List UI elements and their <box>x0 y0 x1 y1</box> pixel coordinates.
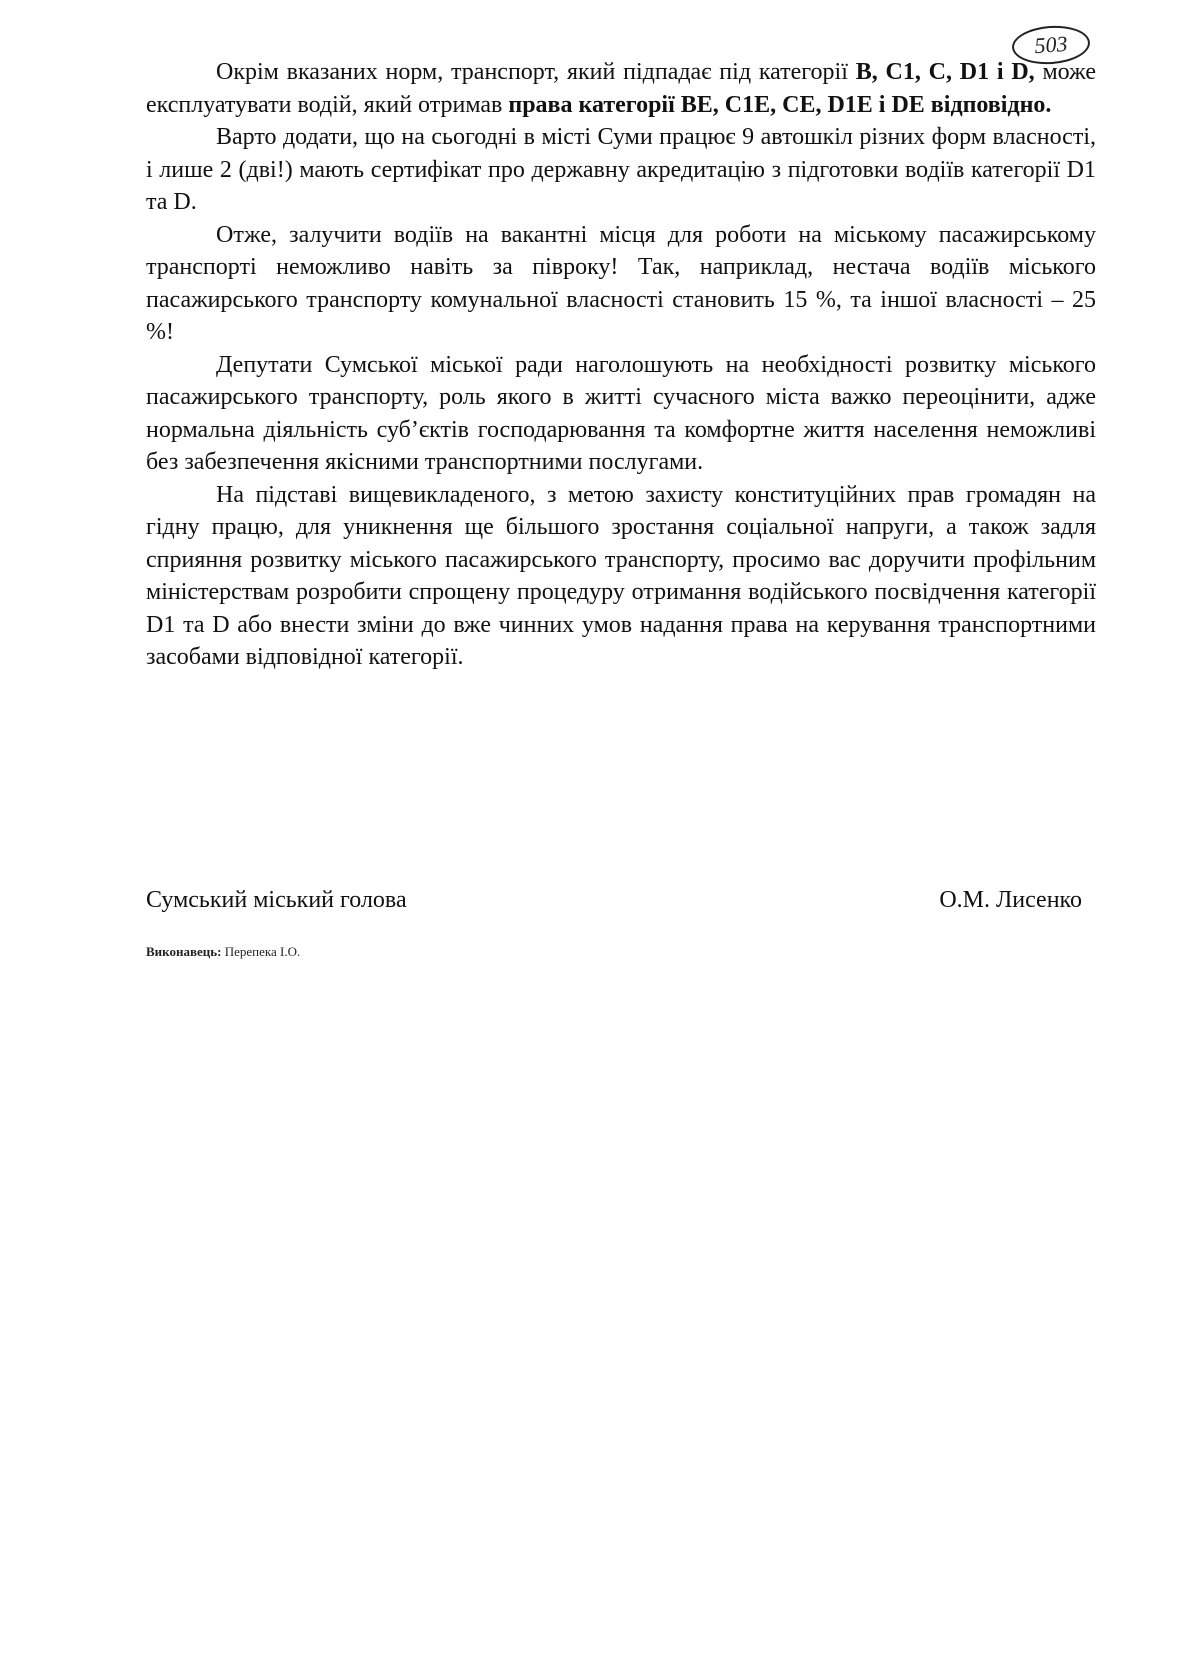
paragraph <box>146 56 1096 121</box>
executor-label: Виконавець: <box>146 944 222 959</box>
executor-name: Перепека І.О. <box>224 944 301 959</box>
letter-body <box>146 56 1096 674</box>
signatory-name: О.М. Лисенко <box>939 887 1082 913</box>
paragraph-text: Варто додати, що на сьогодні в місті Суми працює 9 автошкіл різних форм власності, і лише 2 (дві!) мають сертифікат про державну акредитацію з підготовки водіїв категорії D1 та D. <box>146 124 1096 215</box>
paragraph <box>146 219 1096 349</box>
paragraph-text: Отже, залучити водіїв на вакантні місця для роботи на міському пасажирському транспорті неможливо навіть за півроку! Так, наприклад, нестача водіїв міського пасажирського транспорту комунальної власності становить 15 %, та іншої власності – 25 %! <box>146 221 1096 345</box>
paragraph-text: На підставі вищевикладеного, з метою захисту конституційних прав громадян на гідну працю, для уникнення ще більшого зростання соціальної напруги, а також задля сприяння розвитку міського пасажирського транспорту, просимо вас доручити профільним міністерствам розробити спрощену процедуру отримання водійського посвідчення категорії D1 та D або внести зміни до вже чинних умов надання права на керування транспортними засобами відповідної категорії. <box>146 481 1096 670</box>
paragraph-text: Депутати Сумської міської ради наголошують на необхідності розвитку міського пасажирського транспорту, роль якого в житті сучасного міста важко переоцінити, адже нормальна діяльність суб’єктів господарювання та комфортне життя населення неможливі без забезпечення якісними транспортними послугами. <box>146 351 1096 475</box>
executor-note <box>146 944 300 960</box>
paragraph <box>146 479 1096 674</box>
paragraph <box>146 121 1096 219</box>
paragraph <box>146 349 1096 479</box>
signatory-title: Сумський міський голова <box>146 887 407 913</box>
paragraph-text: може експлуатувати водій, який отримав <box>146 59 1096 118</box>
page-number-stamp: 503 <box>1011 23 1091 66</box>
bold-text: права категорії BE, C1E, CE, D1E і DE відповідно. <box>508 91 1052 118</box>
bold-text: B, C1, C, D1 і D, <box>855 59 1035 85</box>
paragraph-text: Окрім вказаних норм, транспорт, який підпадає під категорії <box>216 59 856 85</box>
